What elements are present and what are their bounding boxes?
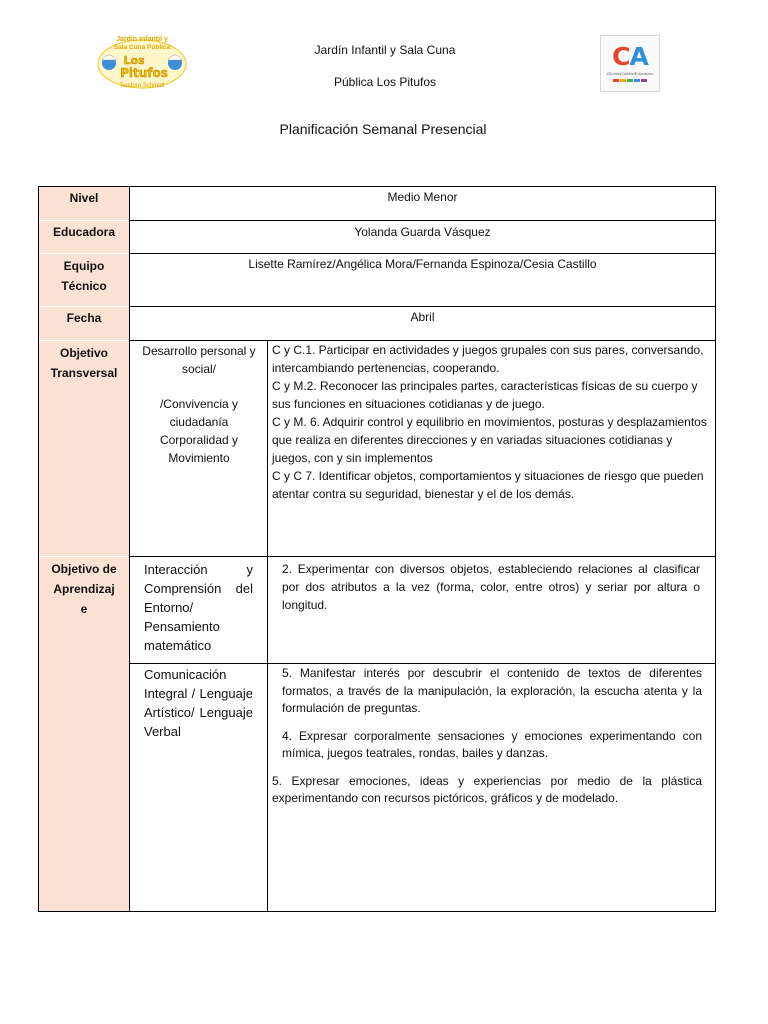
school-name-line2: Pública Los Pitufos — [333, 75, 437, 89]
aprendizaje-label-3: e — [80, 602, 88, 616]
ca-logo-caption: #SomosCalidadEducacion — [606, 71, 654, 76]
transversal-ambito-cell — [131, 341, 267, 556]
transversal-objective-1: C y C.1. Participar en actividades y juegos grupales con sus pares, conversando, intercambiando pertenencias, cooperando. — [272, 343, 704, 375]
grid-line — [267, 340, 268, 911]
transversal-objective-3: C y M. 6. Adquirir control y equilibrio en movimientos, posturas y desplazamientos que realiza en diferentes direcciones y en variadas situaciones cotidianas y juegos, con y sin implementos — [272, 415, 707, 465]
logo-text-5: Teodoro Schmidt — [119, 83, 165, 89]
transversal-label-cell — [39, 341, 129, 556]
transversal-objective-4: C y C 7. Identificar objetos, comportamientos y situaciones de riesgo que pueden atentar contra su seguridad, bienestar y el de los demás. — [272, 469, 704, 501]
transversal-objectives-cell — [272, 341, 708, 556]
transversal-objective-2: C y M.2. Reconocer las principales partes, características físicas de su cuerpo y sus funciones en situaciones cotidianas y de juego. — [272, 379, 698, 411]
aprendizaje-label-1: Objetivo de — [51, 562, 117, 576]
smurf-logo-graphic — [96, 30, 188, 92]
equipo-label-2: Técnico — [61, 279, 107, 293]
ca-logo-mark: CA — [612, 42, 648, 71]
aprendizaje-label-2: Aprendizaj — [53, 582, 115, 596]
kindergarten-logo — [96, 30, 188, 92]
nivel-value: Medio Menor — [387, 190, 458, 204]
transversal-ambito-2: /Convivencia y ciudadanía Corporalidad y Movimiento — [159, 397, 239, 465]
grid-line — [129, 187, 130, 911]
aprendizaje-objectives-2-cell — [272, 665, 702, 905]
educadora-label: Educadora — [52, 225, 115, 239]
logo-text-2: Sala Cuna Pública — [113, 44, 171, 51]
transversal-label-2: Transversal — [50, 366, 118, 380]
page-title: Planificación Semanal Presencial — [279, 121, 487, 137]
calidad-educacion-logo — [600, 35, 660, 92]
planning-table — [38, 186, 716, 912]
grid-line — [129, 253, 715, 254]
aprendizaje-objective-2-2: 4. Expresar corporalmente sensaciones y emociones experimentando con mímica, juegos teatrales, rondas, bailes y danzas. — [282, 728, 702, 760]
grid-line — [129, 220, 715, 221]
logo-text-3: Los — [123, 54, 145, 67]
grid-line — [129, 663, 715, 664]
aprendizaje-objective-1-1: 2. Experimentar con diversos objetos, estableciendo relaciones al clasificar por dos atributos a la vez (forma, color, entre otros) y seriar por altura o longitud. — [282, 562, 700, 612]
equipo-label-1: Equipo — [63, 259, 105, 273]
transversal-ambito-1: Desarrollo personal y social/ — [142, 344, 256, 376]
ca-logo-color-strip — [601, 79, 659, 82]
aprendizaje-ambito-1: Interacción y Comprensión del Entorno/ Pensamiento matemático — [144, 562, 253, 653]
fecha-label: Fecha — [66, 311, 102, 325]
aprendizaje-label-cell — [39, 557, 129, 911]
equipo-value: Lisette Ramírez/Angélica Mora/Fernanda Espinoza/Cesia Castillo — [248, 257, 597, 271]
equipo-label-cell — [39, 254, 129, 306]
logo-text-4: Pitufos — [120, 66, 168, 80]
grid-line — [129, 556, 715, 557]
nivel-label: Nivel — [69, 191, 99, 205]
fecha-value: Abril — [410, 310, 435, 324]
aprendizaje-objective-2-1: 5. Manifestar interés por descubrir el contenido de textos de diferentes formatos, a través de la manipulación, la exploración, la escucha atenta y la formulación de preguntas. — [282, 666, 702, 715]
educadora-label-cell — [39, 221, 129, 253]
transversal-label-1: Objetivo — [59, 346, 108, 360]
aprendizaje-ambito-2: Comunicación Integral / Lenguaje Artístico/ Lenguaje Verbal — [144, 667, 253, 739]
nivel-label-cell — [39, 187, 129, 220]
grid-line — [129, 340, 715, 341]
fecha-label-cell — [39, 307, 129, 340]
aprendizaje-objectives-1-cell — [282, 560, 700, 660]
logo-text-1: Jardín Infantil y — [116, 36, 168, 43]
school-name-line1: Jardín Infantil y Sala Cuna — [314, 43, 456, 57]
educadora-value: Yolanda Guarda Vásquez — [354, 225, 491, 239]
aprendizaje-objective-2-3: 5. Expresar emociones, ideas y experiencias por medio de la plástica experimentando con recursos pictóricos, gráficos y de modelado. — [272, 773, 702, 805]
grid-line — [129, 306, 715, 307]
